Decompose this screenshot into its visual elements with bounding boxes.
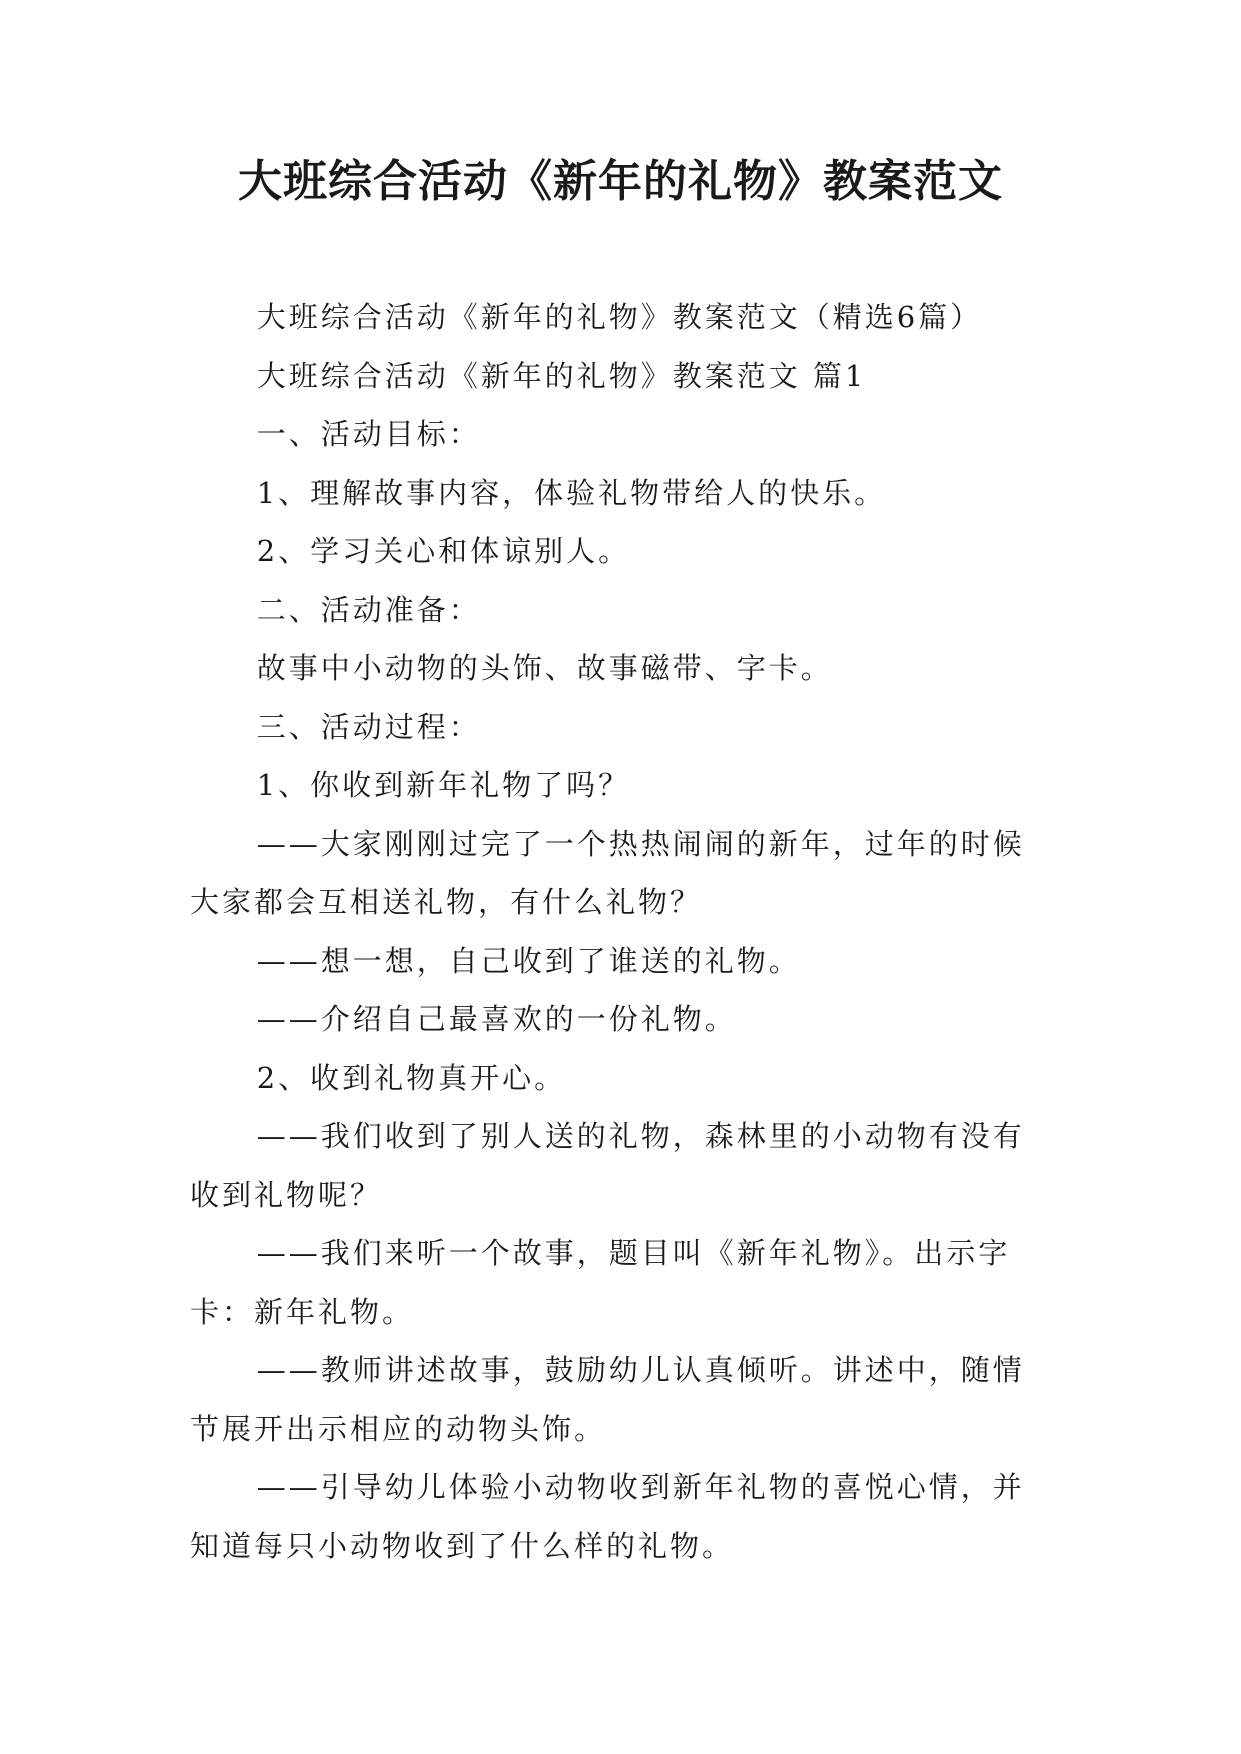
document-title: 大班综合活动《新年的礼物》教案范文 bbox=[238, 156, 1003, 207]
paragraph-goal-1: 1、理解故事内容，体验礼物带给人的快乐。 bbox=[256, 475, 887, 510]
paragraph-step-2-a: ——我们收到了别人送的礼物，森林里的小动物有没有收到礼物呢？ bbox=[190, 1119, 1025, 1212]
paragraph-step-2-b: ——我们来听一个故事，题目叫《新年礼物》。出示字卡：新年礼物。 bbox=[190, 1236, 1011, 1329]
paragraph-heading-preparation: 二、活动准备： bbox=[256, 592, 481, 627]
paragraph-section-heading-part1: 大班综合活动《新年的礼物》教案范文 篇1 bbox=[256, 358, 867, 393]
paragraph-step-2-d: ——引导幼儿体验小动物收到新年礼物的喜悦心情，并知道每只小动物收到了什么样的礼物。 bbox=[190, 1470, 1025, 1563]
paragraph-step-1: 1、你收到新年礼物了吗？ bbox=[256, 768, 631, 802]
paragraph-step-1-b: ——想一想，自己收到了谁送的礼物。 bbox=[256, 943, 801, 978]
paragraph-step-2-c: ——教师讲述故事，鼓励幼儿认真倾听。讲述中，随情节展开出示相应的动物头饰。 bbox=[190, 1353, 1025, 1446]
paragraph-step-1-c: ——介绍自己最喜欢的一份礼物。 bbox=[256, 1002, 737, 1036]
paragraph-subtitle-selection: 大班综合活动《新年的礼物》教案范文（精选6篇） bbox=[256, 300, 983, 334]
paragraph-heading-goals: 一、活动目标： bbox=[256, 417, 481, 451]
paragraph-preparation: 故事中小动物的头饰、故事磁带、字卡。 bbox=[256, 651, 833, 685]
paragraph-step-2: 2、收到礼物真开心。 bbox=[256, 1060, 567, 1095]
paragraph-step-1-a: ——大家刚刚过完了一个热热闹闹的新年，过年的时候大家都会互相送礼物，有什么礼物？ bbox=[190, 826, 1025, 919]
document-body bbox=[190, 288, 1050, 1575]
paragraph-goal-2: 2、学习关心和体谅别人。 bbox=[256, 534, 631, 568]
paragraph-heading-process: 三、活动过程： bbox=[256, 709, 481, 744]
